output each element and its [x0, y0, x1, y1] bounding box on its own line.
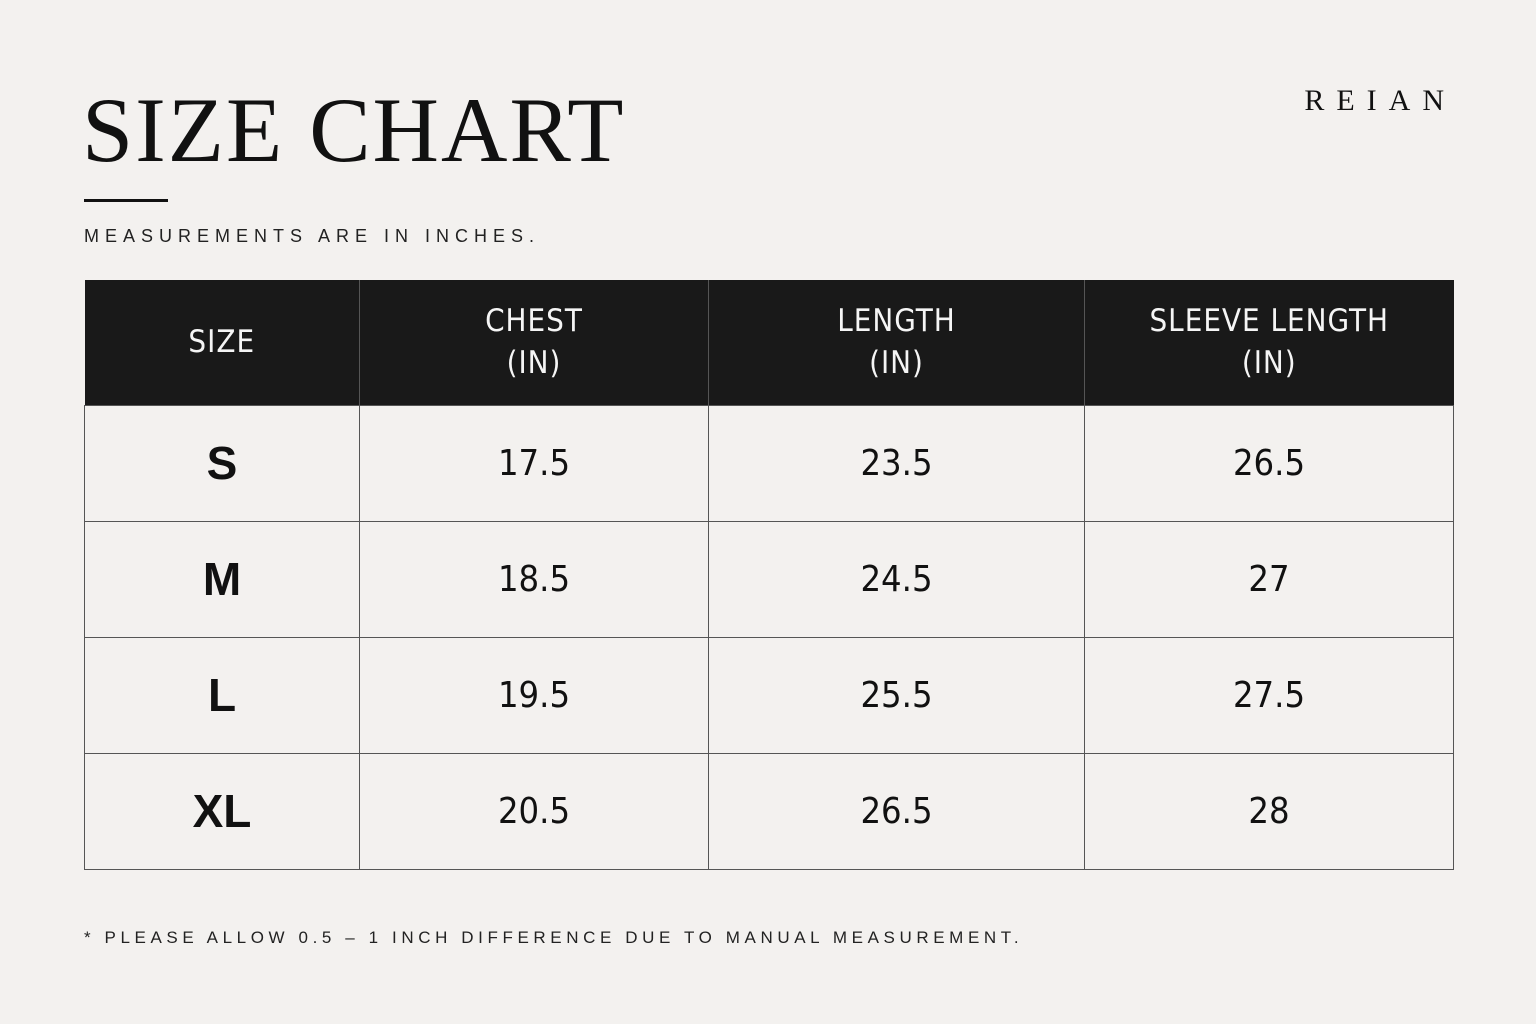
length-cell: 23.5	[709, 405, 1085, 521]
length-cell: 25.5	[709, 637, 1085, 753]
page-subtitle: MEASUREMENTS ARE IN INCHES.	[84, 226, 541, 246]
header-length	[709, 280, 1085, 405]
table-header	[85, 280, 1454, 405]
table-row	[85, 637, 1454, 753]
header-size-label: SIZE	[188, 324, 256, 361]
table-row	[85, 521, 1454, 637]
sleeve-length-cell: 27	[1085, 521, 1454, 637]
sleeve-length-cell: 27.5	[1085, 637, 1454, 753]
header-sleeve-length-unit: (IN)	[1241, 345, 1297, 382]
size-cell: XL	[85, 753, 360, 869]
header-chest	[360, 280, 709, 405]
sleeve-length-cell: 26.5	[1085, 405, 1454, 521]
size-chart-table	[84, 280, 1454, 870]
header-sleeve-length-label: SLEEVE LENGTH	[1149, 303, 1390, 340]
footnote: * PLEASE ALLOW 0.5 – 1 INCH DIFFERENCE DUE TO MANUAL MEASUREMENT.	[84, 928, 1024, 947]
header-length-unit: (IN)	[869, 345, 924, 382]
chest-cell: 17.5	[360, 405, 709, 521]
size-cell: S	[85, 405, 360, 521]
chest-cell: 18.5	[360, 521, 709, 637]
table-body	[85, 405, 1454, 869]
table-row	[85, 405, 1454, 521]
length-cell: 24.5	[709, 521, 1085, 637]
chest-cell: 19.5	[360, 637, 709, 753]
chest-cell: 20.5	[360, 753, 709, 869]
length-cell: 26.5	[709, 753, 1085, 869]
table-row	[85, 753, 1454, 869]
header-row	[85, 280, 1454, 405]
header-chest-unit: (IN)	[506, 345, 562, 382]
header-chest-label: CHEST	[485, 303, 583, 340]
header-length-label: LENGTH	[837, 303, 956, 340]
size-cell: L	[85, 637, 360, 753]
page-title: SIZE CHART	[82, 79, 626, 181]
size-cell: M	[85, 521, 360, 637]
header-size	[85, 280, 360, 405]
title-underline	[84, 199, 168, 202]
header-sleeve-length	[1085, 280, 1454, 405]
sleeve-length-cell: 28	[1085, 753, 1454, 869]
brand-logo: REIAN	[1304, 84, 1456, 117]
